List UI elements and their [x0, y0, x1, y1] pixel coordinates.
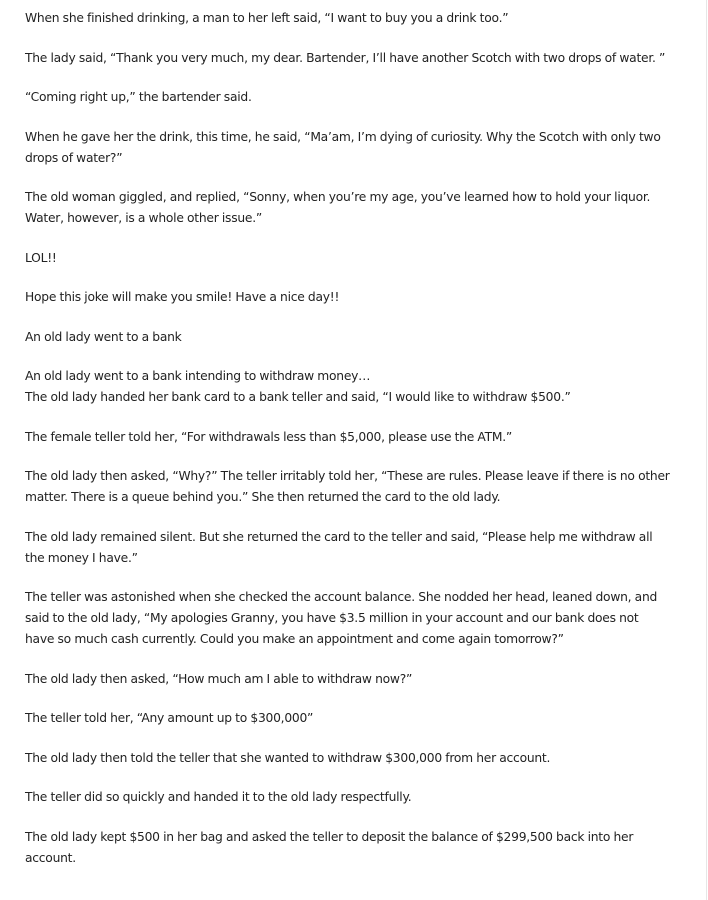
paragraph-bartender: “Coming right up,” the bartender said. — [25, 90, 252, 104]
paragraph-limit: The teller told her, “Any amount up to $300,000” — [25, 711, 314, 725]
paragraph-rules: The old lady then asked, “Why?” The teller irritably told her, “These are rules. Please leave if there is no other matter. There is a queue behind you.” She then returned the card to the old lady. — [25, 469, 670, 504]
paragraph-punchline: The old woman giggled, and replied, “Sonny, when you’re my age, you’ve learned how to hold your liquor. Water, however, is a whole other issue.” — [25, 190, 651, 225]
page-edge-divider — [706, 0, 707, 900]
paragraph-balance: The teller was astonished when she checked the account balance. She nodded her head, leaned down, and said to the old lady, “My apologies Granny, you have $3.5 million in your account and our bank does not have so much cash currently. Could you make an appointment and come again tomorrow?” — [25, 590, 658, 646]
paragraph-drink-offer: When she finished drinking, a man to her left said, “I want to buy you a drink too.” — [25, 11, 509, 25]
paragraph-lol: LOL!! — [25, 250, 57, 265]
paragraph-lady-reply: The lady said, “Thank you very much, my dear. Bartender, I’ll have another Scotch with two drops of water. ” — [25, 50, 666, 65]
paragraph-withdraw-all: The old lady remained silent. But she returned the card to the teller and said, “Please help me withdraw all the money I have.” — [25, 529, 653, 565]
paragraph-respectfully: The teller did so quickly and handed it to the old lady respectfully. — [25, 790, 412, 804]
section-title-bank: An old lady went to a bank — [25, 329, 182, 344]
paragraph-curiosity: When he gave her the drink, this time, he said, “Ma’am, I’m dying of curiosity. Why the Scotch with only two drops of water?” — [25, 129, 661, 165]
paragraph-smile: Hope this joke will make you smile! Have a nice day!! — [25, 290, 340, 304]
paragraph-atm: The female teller told her, “For withdrawals less than $5,000, please use the ATM.” — [25, 429, 513, 444]
paragraph-bank-intro: An old lady went to a bank intending to withdraw money… — [25, 369, 371, 383]
article-body — [25, 8, 670, 887]
paragraph-withdraw-300k: The old lady then told the teller that she wanted to withdraw $300,000 from her account. — [25, 750, 551, 765]
paragraph-deposit: The old lady kept $500 in her bag and asked the teller to deposit the balance of $299,500 back into her account. — [25, 829, 634, 865]
paragraph-bank-card: The old lady handed her bank card to a bank teller and said, “I would like to withdraw $500.” — [25, 390, 571, 404]
paragraph-how-much: The old lady then asked, “How much am I able to withdraw now?” — [25, 671, 413, 686]
